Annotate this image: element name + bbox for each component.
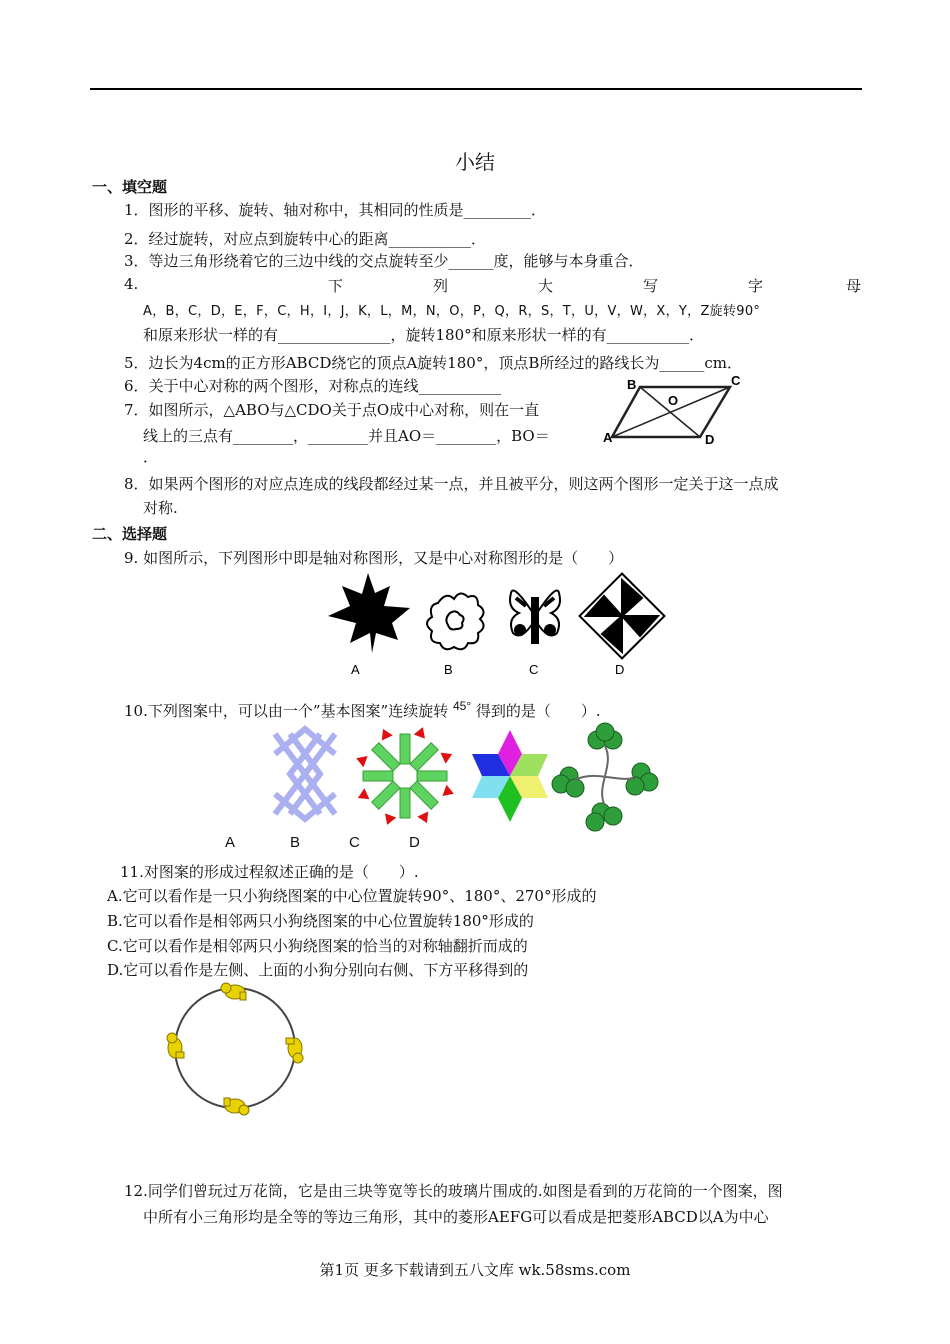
vertex-label: A <box>603 430 613 445</box>
question-11-option: C.它可以看作是相邻两只小狗绕图案的恰当的对称轴翻折而成的 <box>107 937 528 955</box>
question-6: 6．关于中心对称的两个图形，对称点的连线___________ <box>124 377 502 395</box>
rotation-circle <box>175 988 295 1108</box>
question-10 <box>124 699 601 721</box>
pinwheel-icon <box>580 574 665 659</box>
page-footer: 第1页 更多下载请到五八文库 wk.58sms.com <box>319 1261 631 1279</box>
question-4-char: 写 <box>643 277 659 295</box>
color-star-icon <box>472 730 548 822</box>
dog-icon <box>286 1038 303 1063</box>
question-11-stem: 11.对图案的形成过程叙述正确的是（ ）. <box>120 863 419 881</box>
question-4-line3: 和原来形状一样的有_______________，旋转180°和原来形状一样的有___________． <box>143 326 705 344</box>
option-label: B <box>290 834 301 851</box>
question-2: 2．经过旋转，对应点到旋转中心的距离___________． <box>124 230 487 248</box>
header-rule <box>90 88 862 90</box>
q10-figures <box>265 724 675 828</box>
section-heading-fill: 一、填空题 <box>92 178 168 196</box>
question-10-angle: 45° <box>452 699 472 713</box>
question-4-char: 字 <box>748 277 764 295</box>
question-7-line1: 7．如图所示，△ABO与△CDO关于点O成中心对称，则在一直 <box>124 401 540 419</box>
vertex-label: D <box>705 432 715 447</box>
dog-icon <box>224 1098 249 1115</box>
clover-flower-icon <box>552 723 658 831</box>
question-8-line2: 对称. <box>143 499 178 517</box>
question-8-line1: 8．如果两个图形的对应点连成的线段都经过某一点，并且被平分，则这两个图形一定关于这一点成 <box>124 475 779 493</box>
section-heading-choice: 二、选择题 <box>92 525 168 543</box>
question-1: 1．图形的平移、旋转、轴对称中，其相同的性质是_________． <box>124 201 547 219</box>
maple-leaf-icon <box>328 573 410 653</box>
lattice-pattern-icon <box>275 729 335 819</box>
page-title: 小结 <box>455 150 495 174</box>
option-label: D <box>409 834 420 851</box>
question-11-option: A.它可以看作是一只小狗绕图案的中心位置旋转90°、180°、270°形成的 <box>107 887 597 905</box>
dog-icon <box>221 983 246 1000</box>
question-7-line3: ． <box>143 448 159 466</box>
option-label: B <box>444 662 453 677</box>
question-4-letters: A，B，C，D，E，F，C，H，I，J，K，L，M，N，O，P，Q，R，S，T，U，V，W，X，Y，Z旋转90° <box>143 304 761 319</box>
question-4-char: 列 <box>433 277 449 295</box>
question-12-line2: 中所有小三角形均是全等的等边三角形，其中的菱形AEFG可以看成是把菱形ABCD以A为中心 <box>143 1208 769 1226</box>
parallelogram-figure <box>600 372 770 452</box>
butterfly-icon <box>510 591 560 644</box>
snowflake-outline-icon <box>427 593 484 649</box>
question-4-number: 4. <box>124 275 139 293</box>
question-10-prefix: 10.下列图案中，可以由一个”基本图案”连续旋转 <box>124 702 449 720</box>
question-4-char: 母 <box>846 277 862 295</box>
option-label: C <box>349 834 360 851</box>
vertex-label: O <box>668 393 679 408</box>
question-3: 3．等边三角形绕着它的三边中线的交点旋转至少______度，能够与本身重合． <box>124 252 644 270</box>
question-7-line2: 线上的三点有________，________并且AO＝________，BO＝ <box>143 427 550 445</box>
question-12-line1: 12.同学们曾玩过万花筒，它是由三块等宽等长的玻璃片围成的.如图是看到的万花筒的一个图案，图 <box>124 1182 783 1200</box>
question-11-option: B.它可以看作是相邻两只小狗绕图案的中心位置旋转180°形成的 <box>107 912 534 930</box>
option-label: C <box>529 662 539 677</box>
vertex-label: C <box>731 373 741 388</box>
question-10-suffix: 得到的是（ ）. <box>475 702 601 720</box>
option-label: D <box>615 662 625 677</box>
arrow-flower-icon <box>354 725 456 827</box>
q9-figures <box>320 568 680 678</box>
vertex-label: B <box>627 377 637 392</box>
question-5: 5．边长为4cm的正方形ABCD绕它的顶点A旋转180°，顶点B所经过的路线长为______cm． <box>124 354 742 372</box>
dog-icon <box>167 1033 184 1058</box>
option-label: A <box>225 834 236 851</box>
question-9: 9. 如图所示，下列图形中即是轴对称图形，又是中心对称图形的是（ ） <box>124 549 624 567</box>
dog-circle-figure <box>160 978 310 1123</box>
question-4-char: 下 <box>328 277 344 295</box>
question-4-char: 大 <box>538 277 554 295</box>
option-label: A <box>351 662 360 677</box>
question-11-option: D.它可以看作是左侧、上面的小狗分别向右侧、下方平移得到的 <box>107 961 529 979</box>
